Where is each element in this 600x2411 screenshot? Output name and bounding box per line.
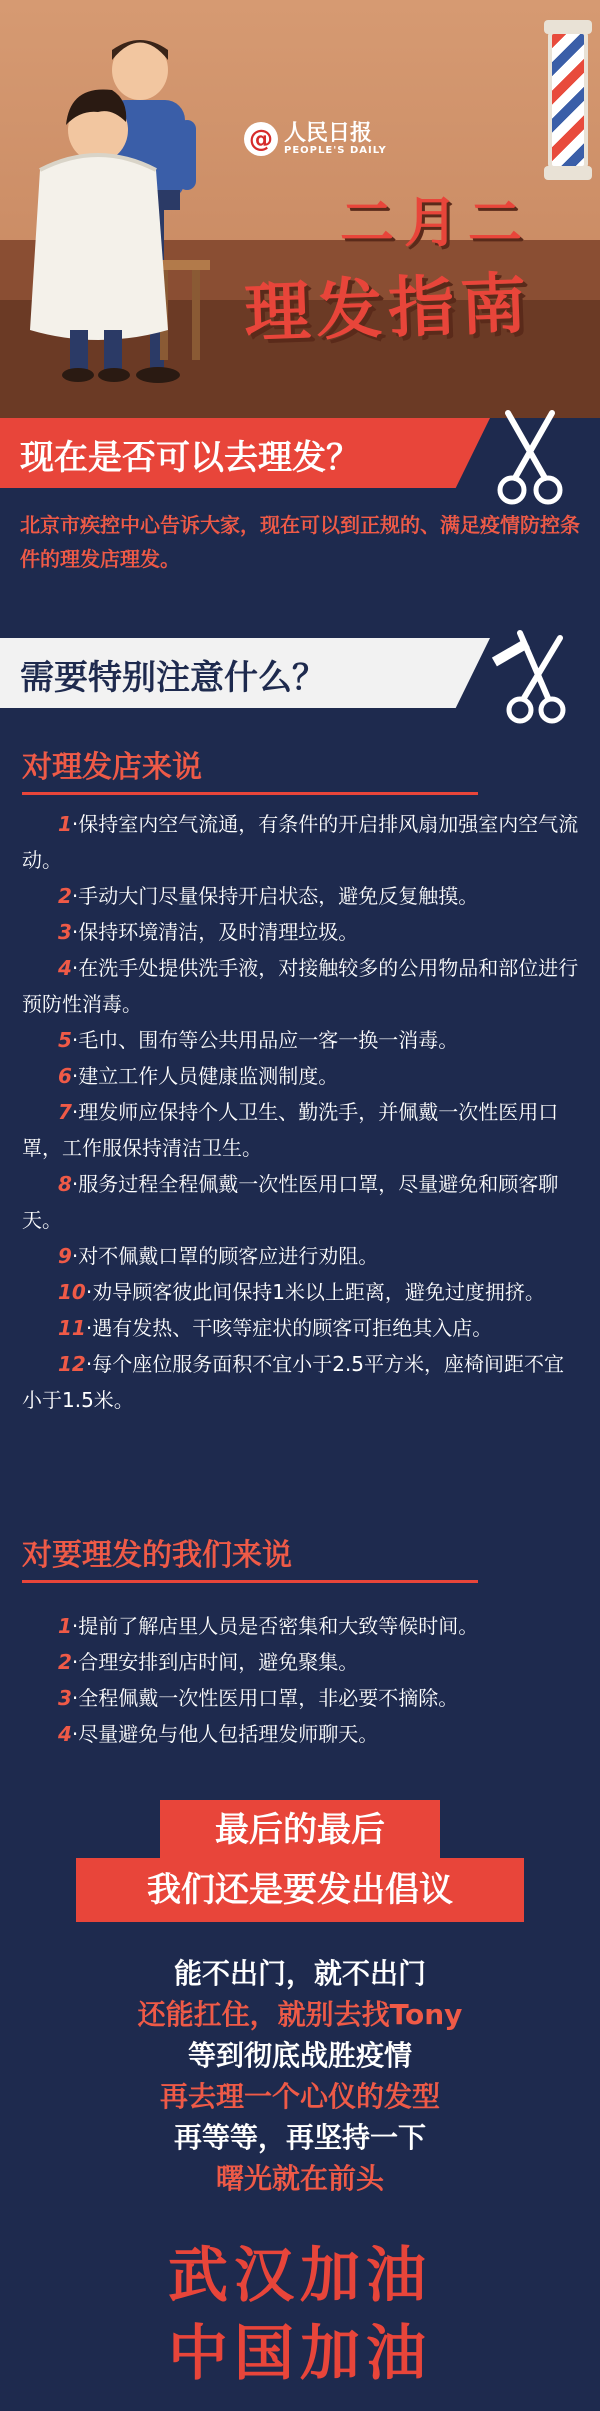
hero-title-line2: 理发指南 <box>242 264 534 352</box>
section1-heading: 现在是否可以去理发？ <box>20 438 360 478</box>
customers-heading: 对要理发的我们来说 <box>22 1538 292 1573</box>
barber-and-customer-illustration <box>0 30 240 400</box>
customers-heading-underline <box>22 1580 478 1583</box>
section2-banner <box>0 638 600 708</box>
pledge-line-3: 等到彻底战胜疫情 <box>187 2039 412 2072</box>
scissors-icon <box>490 408 570 508</box>
list-item: 4·在洗手处提供洗手液，对接触较多的公用物品和部位进行预防性消毒。 <box>22 956 579 1016</box>
list-item: 11·遇有发热、干咳等症状的顾客可拒绝其入店。 <box>58 1316 493 1340</box>
pledge-line-4: 再去理一个心仪的发型 <box>159 2080 440 2113</box>
shops-heading: 对理发店来说 <box>22 750 202 785</box>
list-item: 6·建立工作人员健康监测制度。 <box>58 1064 339 1088</box>
hero-illustration <box>0 0 600 418</box>
list-item: 5·毛巾、围布等公共用品应一客一换一消毒。 <box>58 1028 459 1052</box>
cheer-china: 中国加油 <box>168 2319 432 2389</box>
closing-box-2: 我们还是要发出倡议 <box>76 1858 524 1922</box>
brand-name-cn: 人民日报 <box>284 120 373 146</box>
list-item: 7·理发师应保持个人卫生、勤洗手，并佩戴一次性医用口罩，工作服保持清洁卫生。 <box>22 1100 559 1160</box>
hero-title-line1: 二月二 <box>340 191 532 254</box>
peoples-daily-logo <box>244 122 387 156</box>
barber-pole-icon <box>548 30 588 170</box>
cheer-wuhan: 武汉加油 <box>168 2241 432 2311</box>
shops-heading-underline <box>22 792 478 795</box>
list-item: 9·对不佩戴口罩的顾客应进行劝阻。 <box>58 1244 379 1268</box>
list-item: 3·保持环境清洁，及时清理垃圾。 <box>58 920 359 944</box>
list-item: 8·服务过程全程佩戴一次性医用口罩，尽量避免和顾客聊天。 <box>22 1172 559 1232</box>
list-item: 10·劝导顾客彼此间保持1米以上距离，避免过度拥挤。 <box>58 1280 545 1304</box>
brand-name-en: PEOPLE'S DAILY <box>284 144 387 156</box>
list-item: 4·尽量避免与他人包括理发师聊天。 <box>58 1722 379 1746</box>
comb-scissors-icon <box>490 628 570 728</box>
list-item: 2·手动大门尽量保持开启状态，避免反复触摸。 <box>58 884 479 908</box>
pledge-line-6: 曙光就在前头 <box>215 2162 384 2195</box>
barber-pole-cap-bottom <box>544 166 592 180</box>
list-item: 1·提前了解店里人员是否密集和大致等候时间。 <box>58 1614 479 1638</box>
section1-text: 北京市疾控中心告诉大家，现在可以到正规的、满足疫情防控条件的理发店理发。 <box>20 513 580 571</box>
list-item: 3·全程佩戴一次性医用口罩，非必要不摘除。 <box>58 1686 459 1710</box>
customers-list <box>22 1608 582 1752</box>
pledge-line-1: 能不出门，就不出门 <box>173 1957 426 1990</box>
at-logo-icon: @ <box>244 122 278 156</box>
list-item: 1·保持室内空气流通，有条件的开启排风扇加强室内空气流动。 <box>22 812 579 872</box>
section1-banner <box>0 418 600 488</box>
pledge-line-5: 再等等，再坚持一下 <box>173 2121 426 2154</box>
shops-list <box>22 806 582 1418</box>
section2-heading: 需要特别注意什么？ <box>20 658 326 698</box>
list-item: 2·合理安排到店时间，避免聚集。 <box>58 1650 359 1674</box>
list-item: 12·每个座位服务面积不宜小于2.5平方米，座椅间距不宜小于1.5米。 <box>22 1352 565 1412</box>
pledge-line-2: 还能扛住，就别去找Tony <box>137 1998 463 2031</box>
closing-box-1: 最后的最后 <box>160 1800 440 1860</box>
